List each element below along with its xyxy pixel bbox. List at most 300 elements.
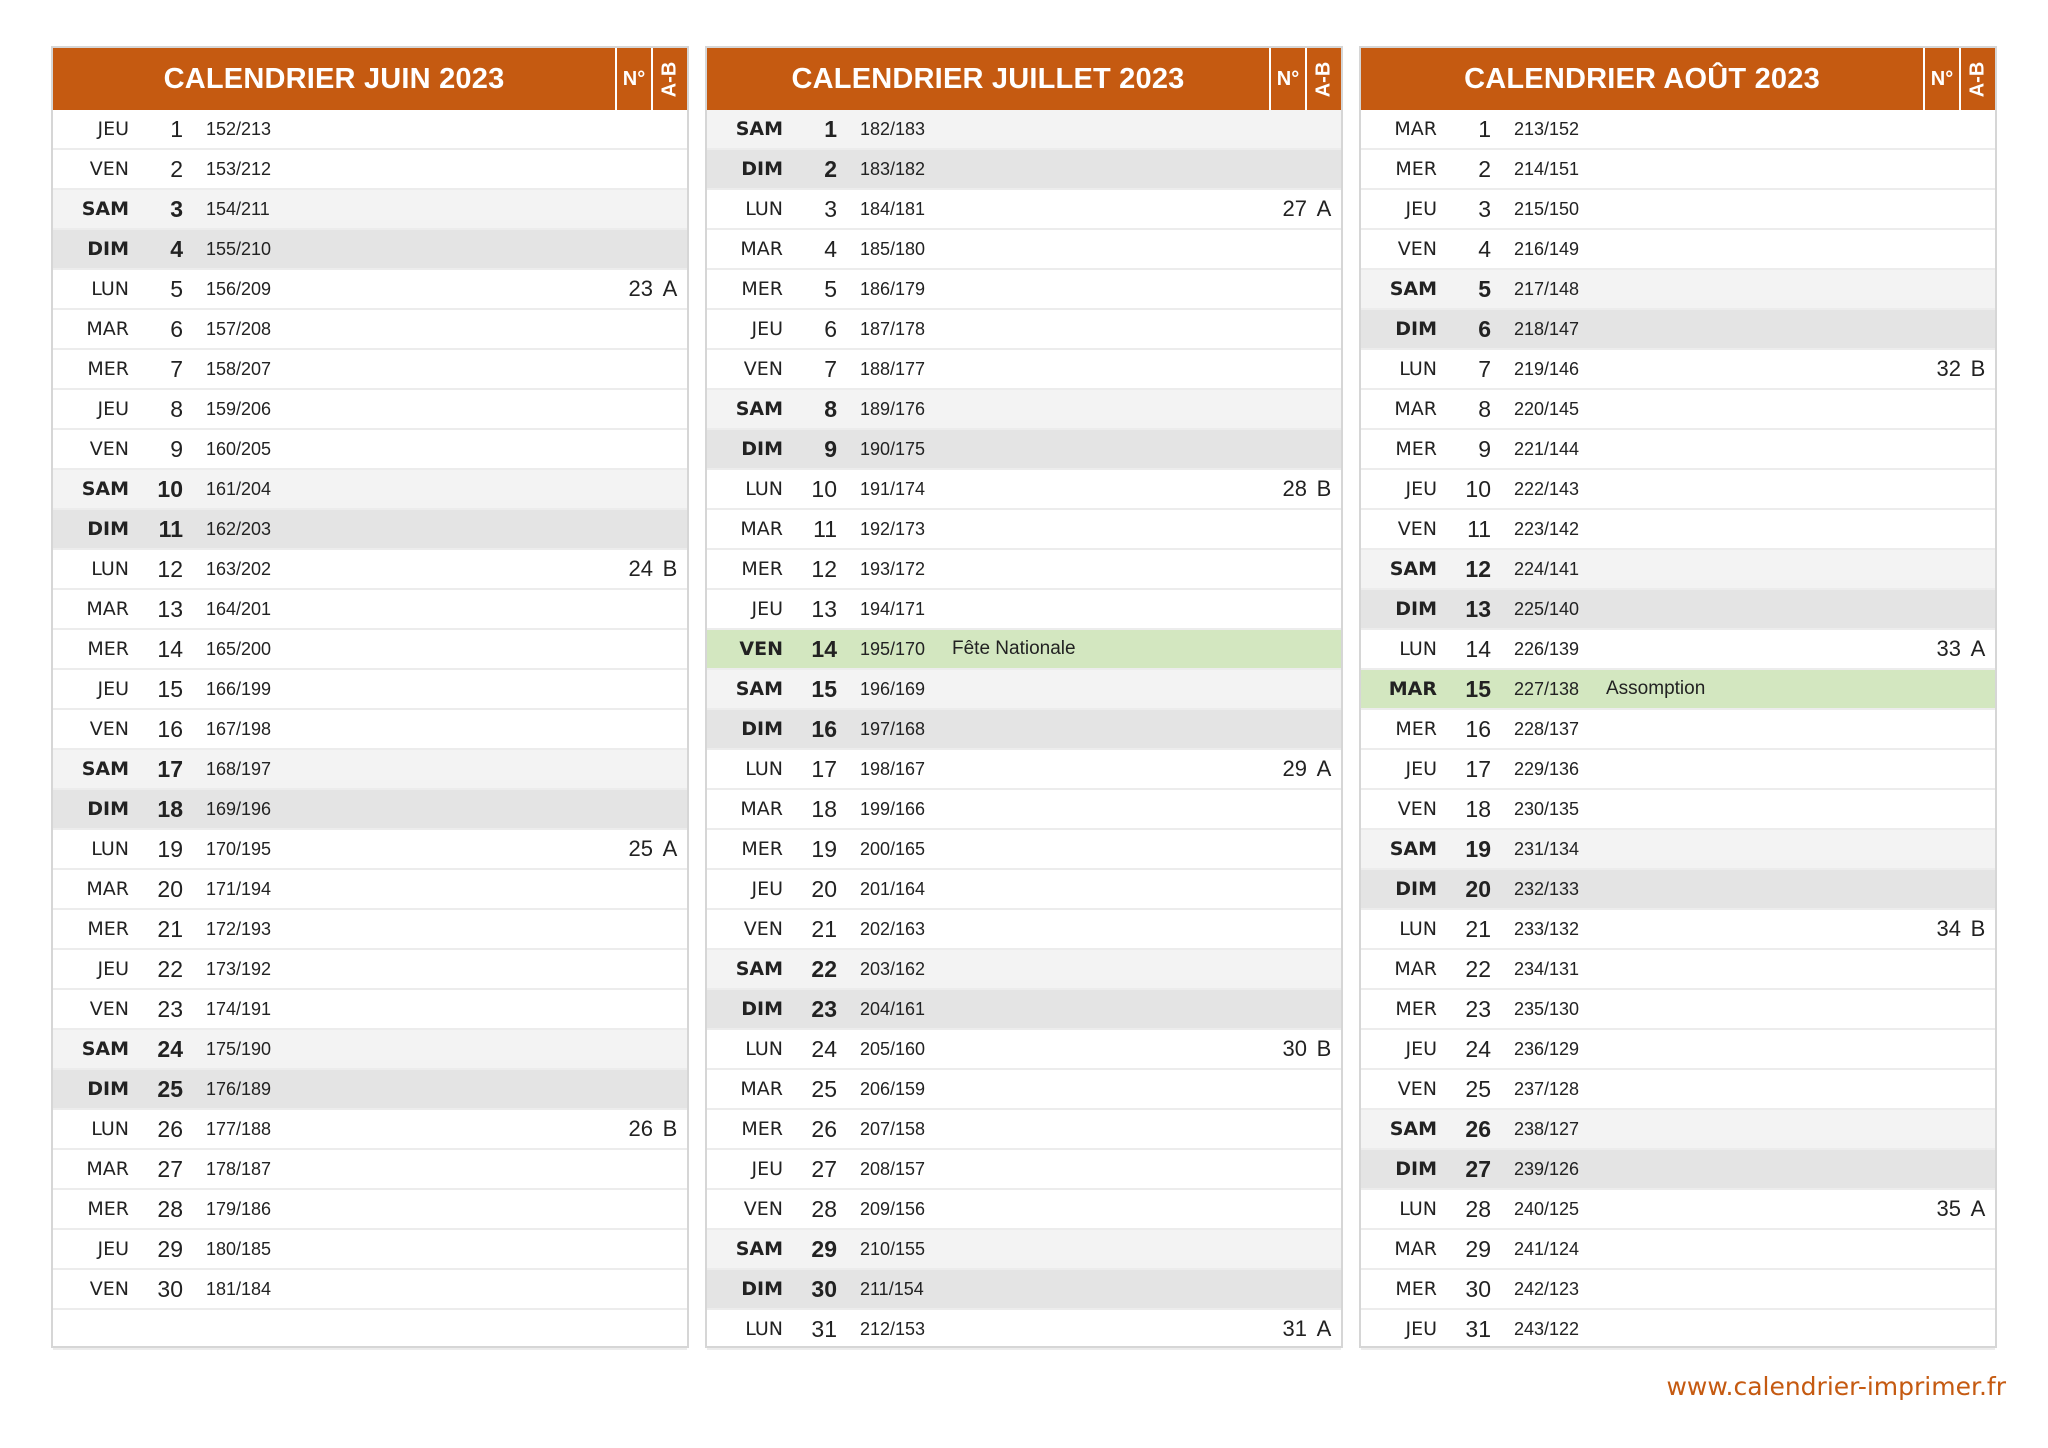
day-row [1361, 1070, 1995, 1110]
day-row [707, 790, 1341, 830]
day-number: 25 [811, 1075, 837, 1102]
day-of-year: 179/186 [206, 1198, 272, 1219]
day-name: DIM [741, 158, 783, 180]
day-name: SAM [1389, 558, 1437, 580]
day-row [1361, 950, 1995, 990]
day-number: 26 [157, 1115, 183, 1142]
website-link[interactable]: www.calendrier-imprimer.fr [1666, 1372, 2006, 1401]
day-of-year: 195/170 [860, 638, 926, 659]
week-number: 35 [1936, 1196, 1961, 1221]
day-number: 13 [1465, 595, 1491, 622]
day-row [53, 1030, 687, 1070]
ab-week: B [1970, 356, 1986, 381]
day-number: 8 [824, 395, 837, 422]
day-row [53, 310, 687, 350]
day-row [53, 190, 687, 230]
day-row [707, 870, 1341, 910]
day-row [53, 750, 687, 790]
day-of-year: 236/129 [1514, 1038, 1580, 1059]
day-name: JEU [97, 958, 129, 980]
day-name: MAR [740, 518, 783, 540]
day-row [1361, 1030, 1995, 1070]
day-row [1361, 470, 1995, 510]
day-row [707, 190, 1341, 230]
day-name: MER [741, 1118, 783, 1140]
day-row [53, 910, 687, 950]
day-name: JEU [97, 678, 129, 700]
day-of-year: 211/154 [860, 1278, 924, 1299]
day-name: LUN [1399, 1198, 1437, 1220]
day-row [53, 990, 687, 1030]
day-row [707, 1070, 1341, 1110]
ab-week: B [1316, 476, 1332, 501]
day-row [1361, 670, 1995, 710]
day-number: 5 [170, 275, 183, 302]
day-name: VEN [743, 918, 783, 940]
day-name: LUN [1399, 638, 1437, 660]
day-name: SAM [81, 758, 129, 780]
day-number: 15 [811, 675, 837, 702]
day-of-year: 185/180 [860, 238, 926, 259]
day-of-year: 202/163 [860, 918, 926, 939]
day-name: DIM [87, 798, 129, 820]
day-number: 7 [170, 355, 183, 382]
day-of-year: 237/128 [1514, 1078, 1580, 1099]
ab-week: B [1970, 916, 1986, 941]
day-of-year: 208/157 [860, 1158, 926, 1179]
day-row [53, 1070, 687, 1110]
day-row [1361, 630, 1995, 670]
day-row [707, 470, 1341, 510]
day-row [707, 110, 1341, 150]
day-of-year: 153/212 [206, 158, 272, 179]
day-name: SAM [1389, 278, 1437, 300]
day-rows [53, 110, 687, 1350]
day-name: VEN [743, 358, 783, 380]
day-of-year: 225/140 [1514, 598, 1580, 619]
day-number: 14 [157, 635, 183, 662]
day-name: MER [1395, 158, 1437, 180]
day-number: 6 [1478, 315, 1491, 342]
day-name: VEN [89, 1278, 129, 1300]
day-number: 15 [1465, 675, 1491, 702]
ab-week: A [1316, 756, 1332, 781]
day-row [1361, 870, 1995, 910]
day-number: 17 [157, 755, 183, 782]
day-row [53, 390, 687, 430]
day-of-year: 169/196 [206, 798, 272, 819]
day-name: MER [1395, 718, 1437, 740]
day-of-year: 182/183 [860, 118, 926, 139]
day-name: DIM [1395, 598, 1437, 620]
day-number: 5 [824, 275, 837, 302]
day-name: MER [741, 838, 783, 860]
day-row [1361, 1190, 1995, 1230]
day-number: 22 [1465, 955, 1491, 982]
day-name: VEN [739, 638, 783, 660]
day-of-year: 178/187 [206, 1158, 272, 1179]
day-of-year: 155/210 [206, 238, 272, 259]
day-number: 1 [170, 115, 183, 142]
day-of-year: 196/169 [860, 678, 926, 699]
day-of-year: 220/145 [1514, 398, 1580, 419]
day-name: SAM [1389, 1118, 1437, 1140]
day-row [707, 430, 1341, 470]
day-name: SAM [1389, 838, 1437, 860]
day-row [53, 350, 687, 390]
ab-week: B [662, 556, 678, 581]
day-of-year: 239/126 [1514, 1158, 1580, 1179]
day-number: 29 [157, 1235, 183, 1262]
day-of-year: 188/177 [860, 358, 926, 379]
day-of-year: 233/132 [1514, 918, 1580, 939]
day-number: 10 [811, 475, 837, 502]
day-of-year: 241/124 [1514, 1238, 1580, 1259]
ab-week: A [662, 276, 678, 301]
day-number: 1 [1478, 115, 1491, 142]
calendar-june [51, 46, 689, 1348]
day-name: SAM [81, 478, 129, 500]
day-row [1361, 270, 1995, 310]
day-name: MAR [86, 1158, 129, 1180]
day-of-year: 172/193 [206, 918, 272, 939]
day-number: 28 [157, 1195, 183, 1222]
ab-header: A-B [1305, 48, 1341, 110]
day-row [53, 430, 687, 470]
day-of-year: 230/135 [1514, 798, 1580, 819]
day-of-year: 206/159 [860, 1078, 926, 1099]
ab-week: A [1970, 1196, 1986, 1221]
day-number: 12 [811, 555, 837, 582]
day-of-year: 176/189 [206, 1078, 272, 1099]
day-name: LUN [745, 1038, 783, 1060]
week-number-header: N° [1923, 48, 1959, 110]
day-number: 21 [157, 915, 183, 942]
day-row [707, 1110, 1341, 1150]
day-of-year: 190/175 [860, 438, 926, 459]
day-of-year: 242/123 [1514, 1278, 1580, 1299]
day-name: VEN [89, 718, 129, 740]
day-name: DIM [87, 1078, 129, 1100]
day-number: 22 [811, 955, 837, 982]
day-number: 30 [1465, 1275, 1491, 1302]
calendar-header [53, 48, 687, 110]
day-number: 9 [824, 435, 837, 462]
calendar-august [1359, 46, 1997, 1348]
day-number: 23 [1465, 995, 1491, 1022]
day-row [1361, 1270, 1995, 1310]
day-row [1361, 710, 1995, 750]
day-of-year: 214/151 [1514, 158, 1580, 179]
day-of-year: 156/209 [206, 278, 272, 299]
day-row [707, 350, 1341, 390]
day-name: MAR [1394, 958, 1437, 980]
day-row [53, 1110, 687, 1150]
day-name: MER [87, 358, 129, 380]
day-of-year: 222/143 [1514, 478, 1580, 499]
day-name: DIM [741, 998, 783, 1020]
day-number: 3 [170, 195, 183, 222]
day-row [707, 910, 1341, 950]
day-of-year: 186/179 [860, 278, 926, 299]
day-number: 31 [1465, 1315, 1491, 1342]
day-rows [707, 110, 1341, 1350]
day-name: LUN [91, 838, 129, 860]
day-number: 9 [1478, 435, 1491, 462]
day-of-year: 174/191 [206, 998, 272, 1019]
day-number: 5 [1478, 275, 1491, 302]
day-row [707, 550, 1341, 590]
day-name: SAM [81, 198, 129, 220]
week-number: 34 [1936, 916, 1961, 941]
day-number: 12 [1465, 555, 1491, 582]
day-of-year: 243/122 [1514, 1318, 1580, 1339]
day-number: 26 [1465, 1115, 1491, 1142]
day-of-year: 181/184 [206, 1278, 272, 1299]
day-row [53, 830, 687, 870]
day-row [53, 1310, 687, 1350]
week-number: 23 [628, 276, 653, 301]
ab-header: A-B [651, 48, 687, 110]
day-of-year: 218/147 [1514, 318, 1580, 339]
day-of-year: 175/190 [206, 1038, 272, 1059]
day-name: JEU [1405, 1038, 1437, 1060]
day-number: 16 [157, 715, 183, 742]
day-name: DIM [741, 1278, 783, 1300]
day-number: 2 [1478, 155, 1491, 182]
day-number: 25 [1465, 1075, 1491, 1102]
day-number: 7 [1478, 355, 1491, 382]
day-name: LUN [745, 478, 783, 500]
day-name: DIM [1395, 318, 1437, 340]
day-row [707, 830, 1341, 870]
day-of-year: 227/138 [1514, 678, 1580, 699]
week-number-header: N° [1269, 48, 1305, 110]
day-of-year: 152/213 [206, 118, 272, 139]
week-number: 31 [1282, 1316, 1307, 1341]
day-number: 6 [824, 315, 837, 342]
day-of-year: 154/211 [206, 198, 270, 219]
day-of-year: 199/166 [860, 798, 926, 819]
day-row [707, 390, 1341, 430]
day-rows [1361, 110, 1995, 1350]
calendar-july [705, 46, 1343, 1348]
week-number: 27 [1282, 196, 1307, 221]
day-of-year: 162/203 [206, 518, 272, 539]
day-row [707, 710, 1341, 750]
day-row [707, 630, 1341, 670]
day-row [707, 1230, 1341, 1270]
day-name: JEU [751, 598, 783, 620]
day-name: SAM [735, 118, 783, 140]
day-of-year: 213/152 [1514, 118, 1580, 139]
day-number: 8 [170, 395, 183, 422]
day-number: 28 [1465, 1195, 1491, 1222]
day-number: 20 [157, 875, 183, 902]
day-name: MAR [740, 798, 783, 820]
day-of-year: 197/168 [860, 718, 926, 739]
week-number: 24 [628, 556, 653, 581]
day-name: MAR [1394, 118, 1437, 140]
day-of-year: 163/202 [206, 558, 272, 579]
day-of-year: 184/181 [860, 198, 926, 219]
ab-header: A-B [1959, 48, 1995, 110]
day-of-year: 201/164 [860, 878, 926, 899]
day-row [707, 150, 1341, 190]
day-number: 24 [811, 1035, 837, 1062]
day-of-year: 221/144 [1514, 438, 1580, 459]
calendar-header [707, 48, 1341, 110]
day-number: 29 [811, 1235, 837, 1262]
day-name: MAR [1394, 1238, 1437, 1260]
day-of-year: 229/136 [1514, 758, 1580, 779]
day-row [53, 950, 687, 990]
day-of-year: 171/194 [206, 878, 272, 899]
day-number: 10 [1465, 475, 1491, 502]
day-number: 6 [170, 315, 183, 342]
day-row [1361, 1150, 1995, 1190]
day-of-year: 170/195 [206, 838, 272, 859]
day-number: 2 [170, 155, 183, 182]
day-row [53, 230, 687, 270]
day-number: 14 [811, 635, 837, 662]
day-of-year: 194/171 [860, 598, 926, 619]
day-row [1361, 230, 1995, 270]
day-row [1361, 110, 1995, 150]
day-name: JEU [97, 1238, 129, 1260]
day-row [707, 590, 1341, 630]
day-name: LUN [91, 278, 129, 300]
day-number: 18 [1465, 795, 1491, 822]
day-number: 11 [813, 515, 837, 542]
day-of-year: 160/205 [206, 438, 272, 459]
ab-week: B [662, 1116, 678, 1141]
day-row [1361, 990, 1995, 1030]
day-number: 18 [811, 795, 837, 822]
day-of-year: 161/204 [206, 478, 272, 499]
day-row [707, 750, 1341, 790]
day-name: MER [1395, 438, 1437, 460]
week-number: 33 [1936, 636, 1961, 661]
day-name: VEN [89, 998, 129, 1020]
day-row [53, 470, 687, 510]
day-number: 18 [157, 795, 183, 822]
ab-week: A [1970, 636, 1986, 661]
day-row [1361, 790, 1995, 830]
ab-week: A [1316, 196, 1332, 221]
day-of-year: 216/149 [1514, 238, 1580, 259]
day-row [1361, 510, 1995, 550]
day-of-year: 209/156 [860, 1198, 926, 1219]
day-row [1361, 1110, 1995, 1150]
day-of-year: 159/206 [206, 398, 272, 419]
day-row [53, 630, 687, 670]
day-of-year: 189/176 [860, 398, 926, 419]
day-number: 9 [170, 435, 183, 462]
day-name: MAR [1388, 678, 1437, 700]
day-name: JEU [1405, 198, 1437, 220]
day-number: 16 [811, 715, 837, 742]
day-row [707, 270, 1341, 310]
day-of-year: 228/137 [1514, 718, 1580, 739]
day-name: MER [741, 558, 783, 580]
day-number: 19 [1465, 835, 1491, 862]
ab-week: A [1316, 1316, 1332, 1341]
day-row [53, 670, 687, 710]
day-of-year: 192/173 [860, 518, 926, 539]
day-name: MER [741, 278, 783, 300]
day-row [53, 1150, 687, 1190]
day-name: DIM [741, 718, 783, 740]
day-name: DIM [1395, 1158, 1437, 1180]
day-row [1361, 830, 1995, 870]
day-of-year: 157/208 [206, 318, 272, 339]
ab-week: B [1316, 1036, 1332, 1061]
day-number: 11 [1467, 515, 1491, 542]
day-name: VEN [743, 1198, 783, 1220]
day-name: JEU [751, 318, 783, 340]
day-name: VEN [1397, 518, 1437, 540]
day-name: JEU [1405, 478, 1437, 500]
day-number: 26 [811, 1115, 837, 1142]
day-name: LUN [745, 1318, 783, 1340]
day-name: MAR [86, 318, 129, 340]
day-of-year: 200/165 [860, 838, 926, 859]
day-of-year: 226/139 [1514, 638, 1580, 659]
day-row [707, 1310, 1341, 1350]
day-name: LUN [745, 198, 783, 220]
day-row [707, 230, 1341, 270]
day-number: 27 [1465, 1155, 1491, 1182]
day-number: 24 [1465, 1035, 1491, 1062]
day-of-year: 231/134 [1514, 838, 1580, 859]
day-row [1361, 310, 1995, 350]
day-of-year: 207/158 [860, 1118, 926, 1139]
day-of-year: 198/167 [860, 758, 926, 779]
day-number: 12 [157, 555, 183, 582]
day-name: JEU [97, 398, 129, 420]
day-name: SAM [735, 958, 783, 980]
day-of-year: 232/133 [1514, 878, 1580, 899]
day-of-year: 168/197 [206, 758, 272, 779]
day-row [707, 1190, 1341, 1230]
day-name: JEU [1405, 1318, 1437, 1340]
day-number: 15 [157, 675, 183, 702]
day-of-year: 240/125 [1514, 1198, 1580, 1219]
day-of-year: 219/146 [1514, 358, 1580, 379]
day-number: 3 [1478, 195, 1491, 222]
day-of-year: 166/199 [206, 678, 272, 699]
day-of-year: 203/162 [860, 958, 926, 979]
day-row [707, 310, 1341, 350]
day-row [53, 510, 687, 550]
day-name: MER [87, 638, 129, 660]
day-name: SAM [735, 398, 783, 420]
day-of-year: 187/178 [860, 318, 926, 339]
day-name: VEN [89, 438, 129, 460]
day-of-year: 205/160 [860, 1038, 926, 1059]
day-row [53, 1190, 687, 1230]
day-name: VEN [1397, 238, 1437, 260]
day-name: LUN [91, 558, 129, 580]
day-of-year: 238/127 [1514, 1118, 1580, 1139]
day-row [53, 270, 687, 310]
day-row [53, 870, 687, 910]
day-row [53, 1230, 687, 1270]
day-name: LUN [1399, 918, 1437, 940]
day-of-year: 165/200 [206, 638, 272, 659]
day-row [53, 1270, 687, 1310]
